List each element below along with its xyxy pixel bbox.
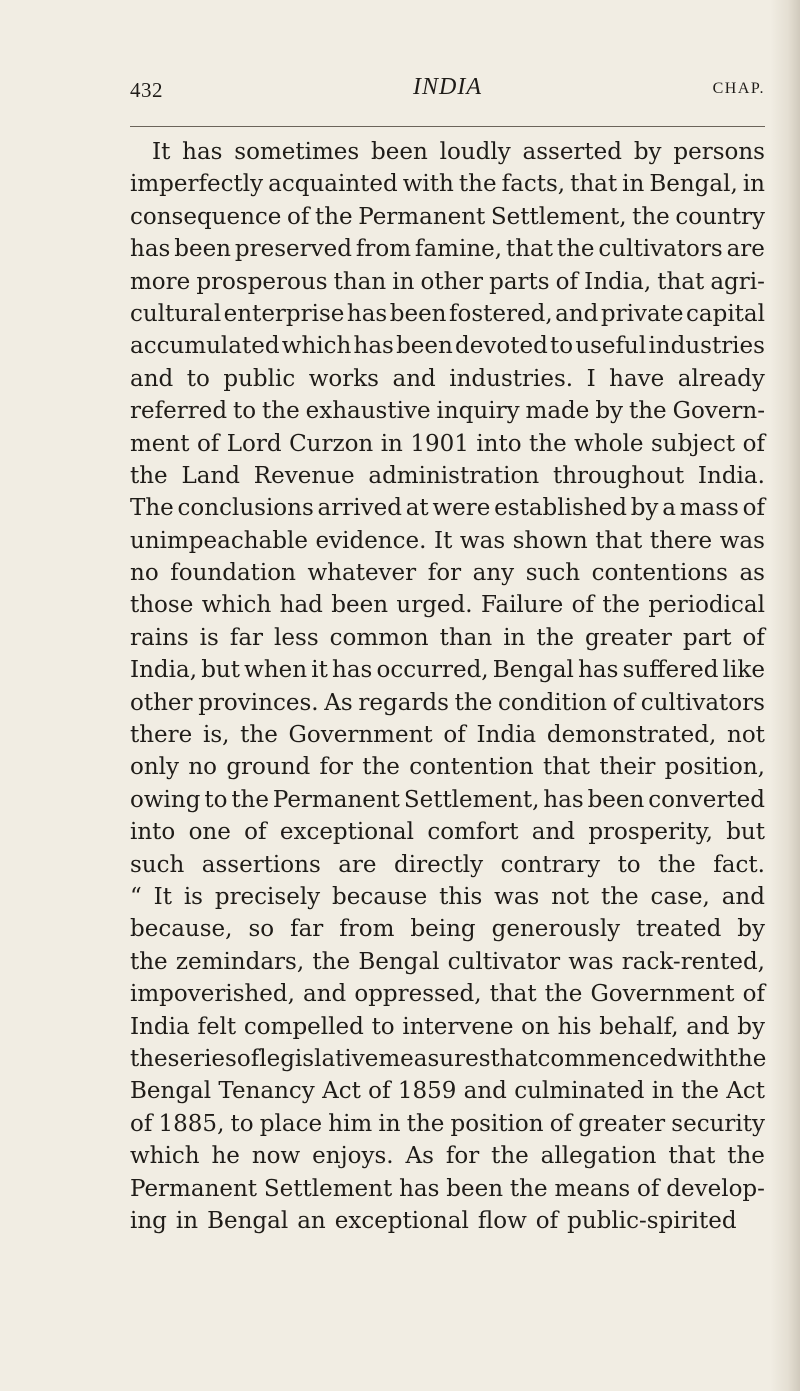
text-line: the series of legislative measures that commenced with the — [130, 1045, 767, 1072]
text-line: of 1885, to place him in the position of greater security — [130, 1110, 765, 1137]
text-line: ing in Bengal an exceptional flow of public-spirited — [130, 1207, 737, 1234]
text-line: India, but when it has occurred, Bengal has suffered like — [130, 657, 765, 684]
text-line: ment of Lord Curzon in 1901 into the whole subject of — [130, 430, 765, 457]
text-line: impoverished, and oppressed, that the Government of — [130, 981, 765, 1008]
text-line: which he now enjoys. As for the allegation that the — [130, 1143, 765, 1170]
text-line: rains is far less common than in the greater part of — [130, 624, 765, 651]
text-line: no foundation whatever for any such contentions as — [130, 560, 765, 587]
body-text — [130, 136, 765, 1237]
text-line: cultural enterprise has been fostered, and private capital — [130, 300, 765, 327]
text-line: The conclusions arrived at were established by a mass of — [130, 495, 765, 522]
text-line: “ It is precisely because this was not the case, and — [130, 883, 765, 910]
text-line: because, so far from being generously treated by — [130, 916, 765, 943]
text-line: there is, the Government of India demonstrated, not — [130, 722, 765, 749]
text-line: only no ground for the contention that their position, — [130, 754, 765, 781]
page-edge-shadow — [770, 0, 800, 1391]
text-line: unimpeachable evidence. It was shown that there was — [130, 527, 765, 554]
text-line: other provinces. As regards the condition of cultivators — [130, 689, 765, 716]
text-line: owing to the Permanent Settlement, has been converted — [130, 786, 765, 813]
text-line: into one of exceptional comfort and prosperity, but — [130, 819, 765, 846]
text-line: It has sometimes been loudly asserted by persons — [152, 139, 765, 165]
text-line: Bengal Tenancy Act of 1859 and culminated in the Act — [130, 1078, 765, 1105]
text-line: the zemindars, the Bengal cultivator was rack-rented, — [130, 948, 765, 975]
header-rule — [130, 126, 765, 127]
text-line: those which had been urged. Failure of the periodical — [130, 592, 765, 619]
text-line: consequence of the Permanent Settlement, the country — [130, 203, 765, 230]
text-line: Permanent Settlement has been the means of develop- — [130, 1175, 765, 1202]
text-line: the Land Revenue administration throughout India. — [130, 462, 765, 489]
text-line: such assertions are directly contrary to the fact. — [130, 851, 765, 878]
running-head — [130, 74, 765, 112]
running-chapter-label: CHAP. — [712, 80, 765, 97]
running-title: INDIA — [413, 74, 482, 100]
text-line: more prosperous than in other parts of India, that agri- — [130, 268, 765, 295]
text-line: referred to the exhaustive inquiry made by the Govern- — [130, 398, 765, 425]
text-line: imperfectly acquainted with the facts, that in Bengal, in — [130, 171, 765, 198]
text-line: has been preserved from famine, that the cultivators are — [130, 236, 765, 263]
text-line: India felt compelled to intervene on his behalf, and by — [130, 1013, 765, 1040]
text-line: and to public works and industries. I have already — [130, 365, 765, 392]
page-number: 432 — [130, 78, 163, 102]
text-line: accumulated which has been devoted to useful industries — [130, 333, 765, 360]
